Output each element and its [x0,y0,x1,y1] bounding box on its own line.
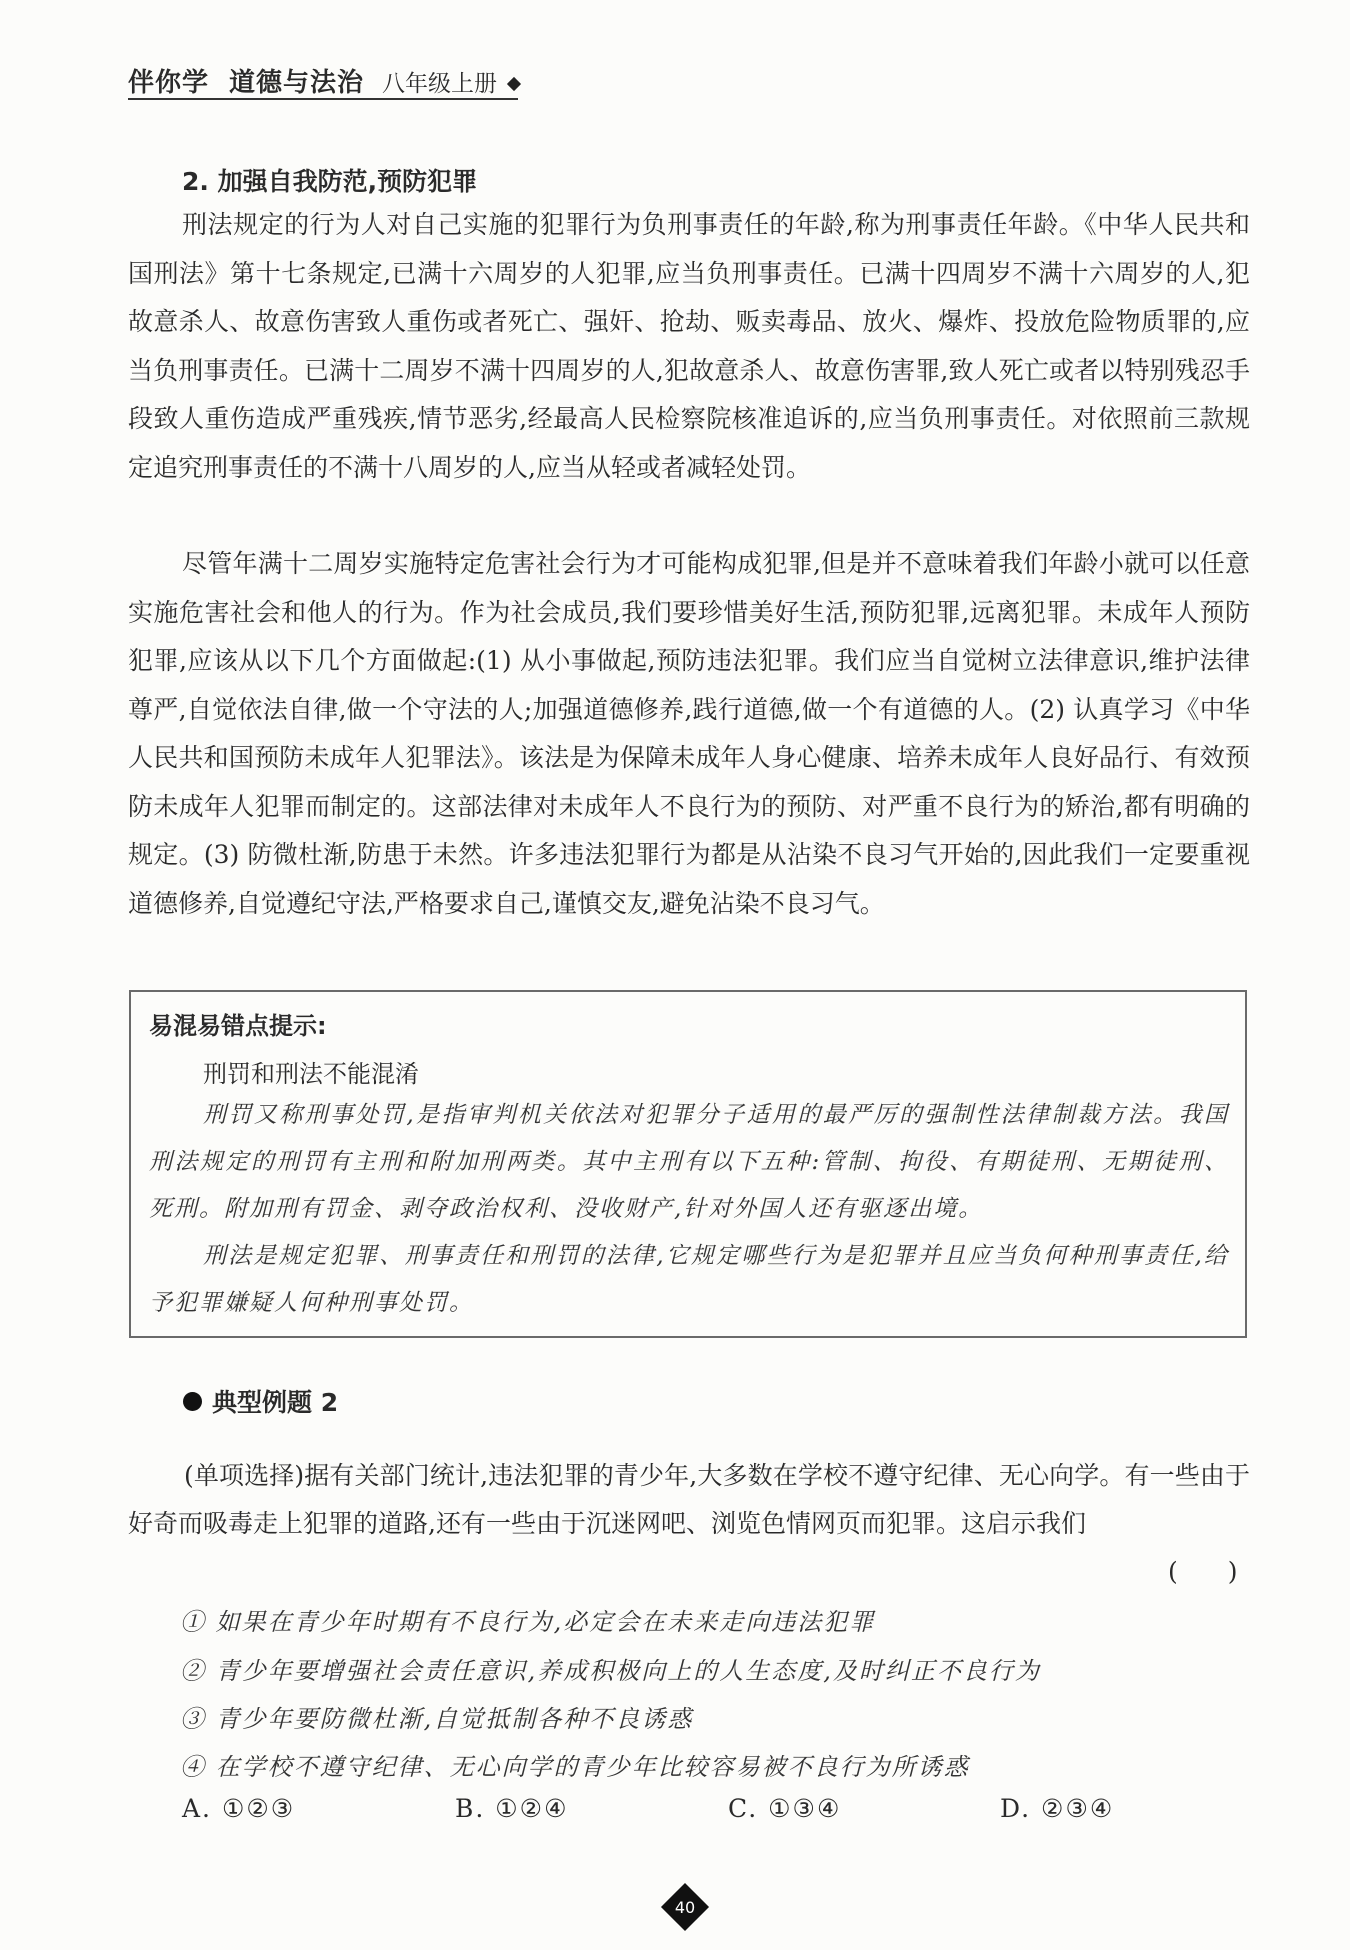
example-heading [183,1383,338,1419]
tip-paragraph: 刑法是规定犯罪、刑事责任和刑罚的法律,它规定哪些行为是犯罪并且应当负何种刑事责任,给予犯罪嫌疑人何种刑事处罚。 [149,1243,1229,1316]
tip-box [129,990,1247,1338]
page-number: 40 [674,1897,696,1917]
page-number-badge [662,1884,708,1930]
statement-item: ③ 青少年要防微杜渐,自觉抵制各种不良诱惑 [180,1705,694,1733]
choice-a: A. ①②③ [182,1794,296,1823]
series-title: 伴你学 [128,68,210,98]
question-stem: (单项选择)据有关部门统计,违法犯罪的青少年,大多数在学校不遵守纪律、无心向学。有一些由于好奇而吸毒走上犯罪的道路,还有一些由于沉迷网吧、浏览色情网页而犯罪。这启示我们 [128,1461,1250,1538]
choice-b: B. ①②④ [455,1794,569,1823]
section-heading: 2. 加强自我防范,预防犯罪 [182,167,478,196]
header-rule [128,98,518,100]
body-paragraph: 尽管年满十二周岁实施特定危害社会行为才可能构成犯罪,但是并不意味着我们年龄小就可以任意实施危害社会和他人的行为。作为社会成员,我们要珍惜美好生活,预防犯罪,远离犯罪。未成年人预防犯罪,应该从以下几个方面做起:(1) 从小事做起,预防违法犯罪。我们应当自觉树立法律意识,维护法律尊严,自觉依法自律,做一个守法的人;加强道德修养,践行道德,做一个有道德的人。(2) 认真学习《中华人民共和国预防未成年人犯罪法》。该法是为保障未成年人身心健康、培养未成年人良好品行、有效预防未成年人犯罪而制定的。这部法律对未成年人不良行为的预防、对严重不良行为的矫治,都有明确的规定。(3) 防微杜渐,防患于未然。许多违法犯罪行为都是从沾染不良习气开始的,因此我们一定要重视道德修养,自觉遵纪守法,严格要求自己,谨慎交友,避免沾染不良习气。 [128,549,1250,918]
statement-item: ② 青少年要增强社会责任意识,养成积极向上的人生态度,及时纠正不良行为 [180,1657,1041,1685]
statement-item: ④ 在学校不遵守纪律、无心向学的青少年比较容易被不良行为所诱惑 [180,1753,970,1781]
running-header [128,62,519,99]
grade-label: 八年级上册 [382,71,498,97]
bullet-dot-icon [183,1392,202,1411]
body-paragraph: 刑法规定的行为人对自己实施的犯罪行为负刑事责任的年龄,称为刑事责任年龄。《中华人民共和国刑法》第十七条规定,已满十六周岁的人犯罪,应当负刑事责任。已满十四周岁不满十六周岁的人,犯故意杀人、故意伤害致人重伤或者死亡、强奸、抢劫、贩卖毒品、放火、爆炸、投放危险物质罪的,应当负刑事责任。已满十二周岁不满十四周岁的人,犯故意杀人、故意伤害罪,致人死亡或者以特别残忍手段致人重伤造成严重残疾,情节恶劣,经最高人民检察院核准追诉的,应当负刑事责任。对依照前三款规定追究刑事责任的不满十八周岁的人,应当从轻或者减轻处罚。 [128,210,1250,482]
answer-blank: ( ) [1168,1557,1238,1586]
choice-c: C. ①③④ [728,1794,842,1823]
tip-title: 易混易错点提示: [149,1012,327,1040]
choice-d: D. ②③④ [1000,1794,1115,1823]
example-title: 典型例题 2 [212,1388,339,1417]
subject-title: 道德与法治 [229,68,365,98]
diamond-icon [507,77,521,91]
statement-item: ① 如果在青少年时期有不良行为,必定会在未来走向违法犯罪 [180,1608,876,1636]
tip-paragraph: 刑罚又称刑事处罚,是指审判机关依法对犯罪分子适用的最严厉的强制性法律制裁方法。我国刑法规定的刑罚有主刑和附加刑两类。其中主刑有以下五种:管制、拘役、有期徒刑、无期徒刑、死刑。附加刑有罚金、剥夺政治权利、没收财产,针对外国人还有驱逐出境。 [149,1102,1229,1222]
tip-subtitle: 刑罚和刑法不能混淆 [203,1060,419,1088]
